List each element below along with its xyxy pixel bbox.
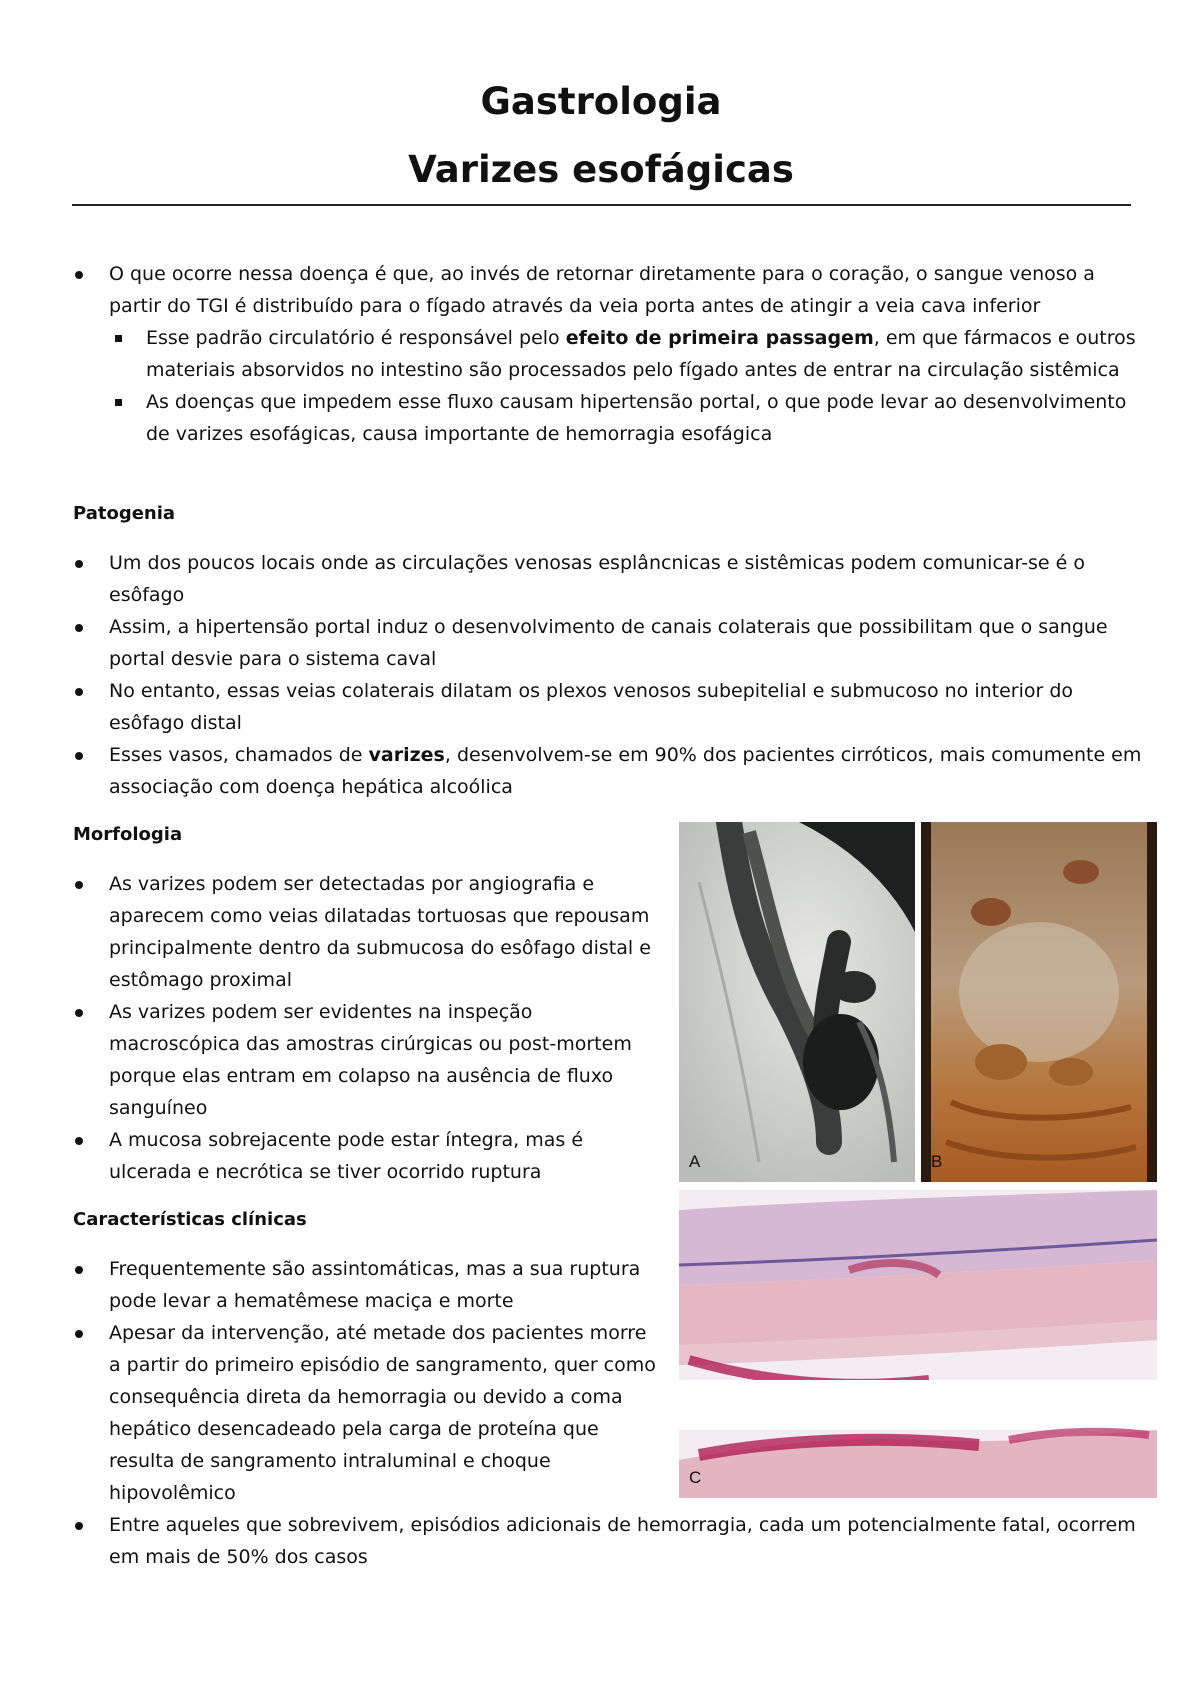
list-item <box>73 675 1143 739</box>
section-title-morfologia: Morfologia <box>73 824 183 845</box>
item-text: Apesar da intervenção, até metade dos pacientes morre a partir do primeiro episódio de sangramento, quer como consequência direta da hemorragia ou devido a coma hepático desencadeado pela carga de proteína que resulta de sangramento intraluminal e choque hipovolêmico <box>109 1322 656 1504</box>
bold-term: efeito de primeira passagem <box>565 327 874 349</box>
sub-list-item <box>73 322 1143 386</box>
page-header <box>72 68 1130 204</box>
intro-list <box>73 258 1143 450</box>
sub-text: As doenças que impedem esse fluxo causam hipertensão portal, o que pode levar ao desenvolvimento de varizes esofágicas, causa importante de hemorragia esofágica <box>146 391 1127 445</box>
list-item <box>73 996 663 1124</box>
list-item <box>73 547 1143 611</box>
item-text: A mucosa sobrejacente pode estar íntegra, mas é ulcerada e necrótica se tiver ocorrido ruptura <box>109 1129 584 1183</box>
morfologia-list <box>73 868 663 1188</box>
item-text: Assim, a hipertensão portal induz o desenvolvimento de canais colaterais que possibilitam que o sangue portal desvie para o sistema caval <box>109 616 1108 670</box>
angiography-image <box>679 822 915 1182</box>
clinicas-list-continued <box>73 1509 1143 1573</box>
list-item <box>73 1317 663 1509</box>
item-text: No entanto, essas veias colaterais dilatam os plexos venosos subepitelial e submucoso no interior do esôfago distal <box>109 680 1074 734</box>
title-divider <box>72 204 1131 206</box>
item-text: , desenvolvem-se em 90% dos pacientes cirróticos, mais comumente em associação com doença hepática alcoólica <box>109 744 1142 798</box>
gross-specimen-image <box>921 822 1157 1182</box>
intro-sublist <box>73 322 1143 450</box>
item-text: As varizes podem ser evidentes na inspeção macroscópica das amostras cirúrgicas ou post-mortem porque elas entram em colapso na ausência de fluxo sanguíneo <box>109 1001 632 1119</box>
patogenia-list <box>73 547 1143 803</box>
figure-label-b: B <box>931 1152 943 1171</box>
figure-a-angiography <box>679 822 915 1182</box>
list-item <box>73 1124 663 1188</box>
page-subtitle: Varizes esofágicas <box>408 148 794 191</box>
item-text: Entre aqueles que sobrevivem, episódios adicionais de hemorragia, cada um potencialmente fatal, ocorrem em mais de 50% dos casos <box>109 1514 1136 1568</box>
item-text: Um dos poucos locais onde as circulações venosas esplâncnicas e sistêmicas podem comunicar-se é o esôfago <box>109 552 1085 606</box>
clinicas-list <box>73 1253 663 1509</box>
list-item <box>73 611 1143 675</box>
section-title-clinicas: Características clínicas <box>73 1209 307 1230</box>
histology-image <box>679 1190 1157 1498</box>
figure-c-histology <box>679 1190 1157 1498</box>
item-text: Esses vasos, chamados de <box>109 744 369 766</box>
sub-list-item <box>73 386 1143 450</box>
bold-term: varizes <box>368 744 445 766</box>
list-item <box>73 868 663 996</box>
figure-label-a: A <box>689 1152 701 1171</box>
intro-text: O que ocorre nessa doença é que, ao invés de retornar diretamente para o coração, o sangue venoso a partir do TGI é distribuído para o fígado através da veia porta antes de atingir a veia cava inferior <box>109 263 1095 317</box>
list-item <box>73 1509 1143 1573</box>
list-item <box>73 1253 663 1317</box>
section-title-patogenia: Patogenia <box>73 503 176 524</box>
page-title: Gastrologia <box>480 80 722 123</box>
figure-label-c: C <box>689 1468 702 1487</box>
item-text: As varizes podem ser detectadas por angiografia e aparecem como veias dilatadas tortuosas que repousam principalmente dentro da submucosa do esôfago distal e estômago proximal <box>109 873 651 991</box>
list-item <box>73 258 1143 450</box>
item-text: Frequentemente são assintomáticas, mas a sua ruptura pode levar a hematêmese maciça e morte <box>109 1258 641 1312</box>
sub-text: Esse padrão circulatório é responsável pelo <box>146 327 566 349</box>
sub-text: , em que fármacos e outros materiais absorvidos no intestino são processados pelo fígado antes de entrar na circulação sistêmica <box>146 327 1136 381</box>
figure-b-gross-specimen <box>921 822 1157 1182</box>
list-item <box>73 739 1143 803</box>
